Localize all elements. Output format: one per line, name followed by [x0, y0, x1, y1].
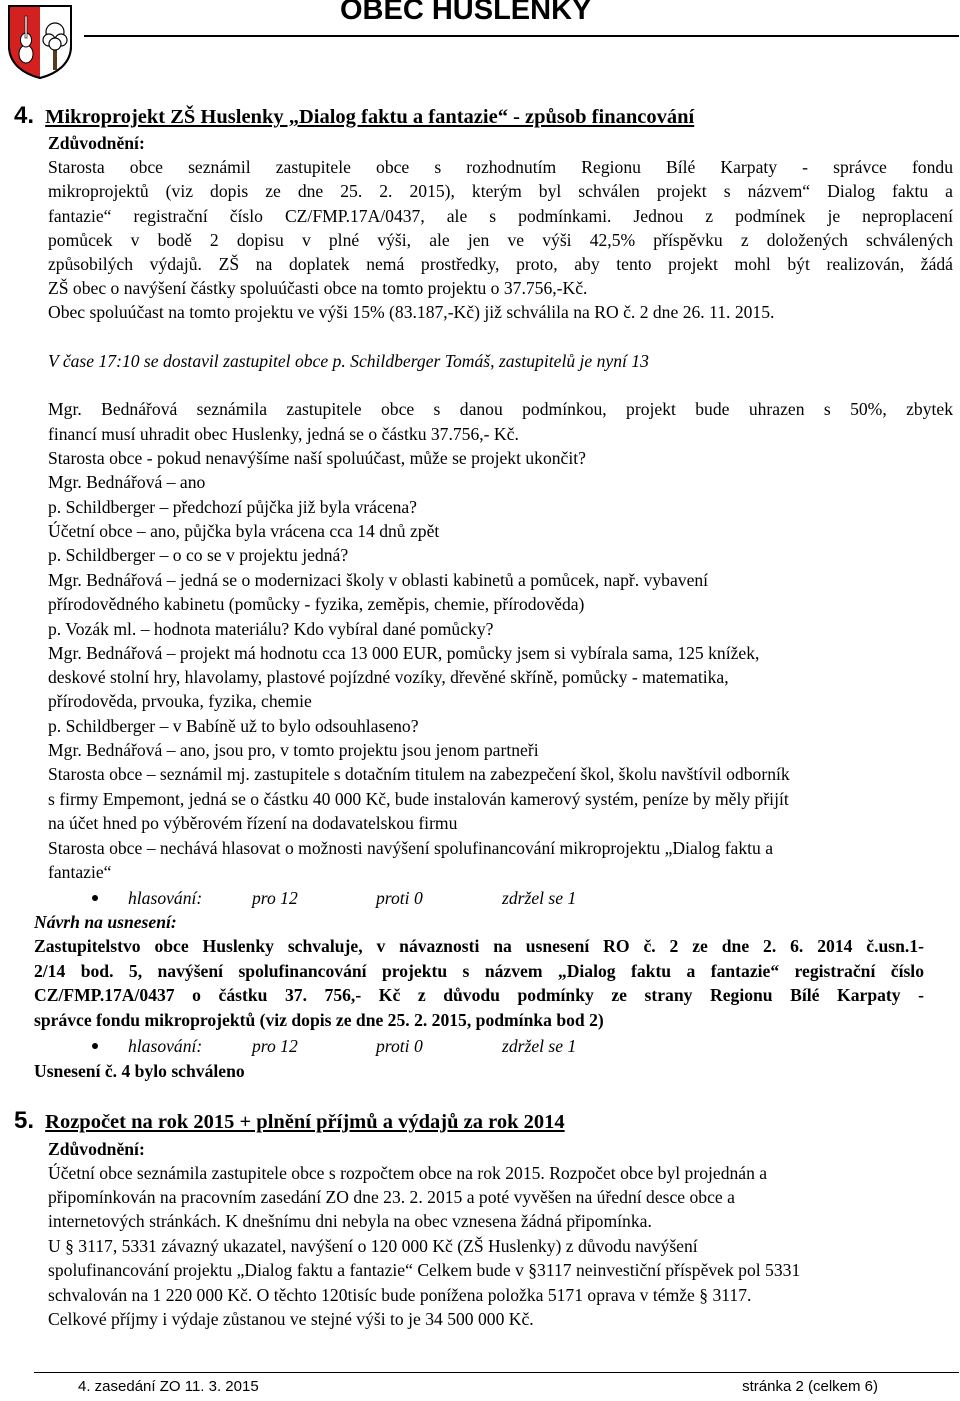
section-4-text-line: způsobilých výdajů. ZŠ na doplatek nemá prostředky, proto, aby tento projekt mohl být realizován, žádá	[48, 254, 953, 274]
attendance-note: V čase 17:10 se dostavil zastupitel obce p. Schildberger Tomáš, zastupitelů je nyní 13	[48, 351, 649, 371]
section-5-text-line: U § 3117, 5331 závazný ukazatel, navýšení o 120 000 Kč (ZŠ Huslenky) z důvodu navýšení	[48, 1236, 698, 1256]
approval-statement: Usnesení č. 4 bylo schváleno	[34, 1061, 245, 1081]
section-5-text-line: Celkové příjmy i výdaje zůstanou ve stejné výši to je 34 500 000 Kč.	[48, 1309, 534, 1329]
section-4-title: Mikroprojekt ZŠ Huslenky „Dialog faktu a fantazie“ - způsob financování	[45, 106, 695, 128]
section-4-text-line: Obec spoluúčast na tomto projektu ve výši 15% (83.187,-Kč) již schválila na RO č. 2 dne 26. 11. 2015.	[48, 302, 775, 322]
discussion-line: Starosta obce – seznámil mj. zastupitele s dotačním titulem na zabezpečení škol, školu navštívil odborník	[48, 764, 790, 784]
footer-divider	[34, 1372, 959, 1373]
discussion-line: s firmy Empemont, jedná se o částku 40 000 Kč, bude instalován kamerový systém, peníze by měly přijít	[48, 789, 789, 809]
section-4-number: 4.	[14, 102, 35, 129]
vote-abstain: zdržel se 1	[502, 1036, 577, 1056]
discussion-line: p. Vozák ml. – hodnota materiálu? Kdo vybíral dané pomůcky?	[48, 619, 494, 639]
vote-label: hlasování:	[128, 888, 203, 908]
page-title: OBEC HUSLENKY	[340, 0, 592, 26]
resolution-line: Zastupitelstvo obce Huslenky schvaluje, v návaznosti na usnesení RO č. 2 ze dne 2. 6. 2014 č.usn.1-	[34, 936, 924, 956]
vote-against: proti 0	[376, 1036, 423, 1056]
discussion-line: Mgr. Bednářová – ano, jsou pro, v tomto projektu jsou jenom partneři	[48, 740, 539, 760]
section-5-text-line: schvalován na 1 220 000 Kč. O těchto 120tisíc bude ponížena položka 5171 oprava v témže § 3117.	[48, 1285, 752, 1305]
section-5-title: Rozpočet na rok 2015 + plnění příjmů a výdajů za rok 2014	[45, 1111, 565, 1133]
discussion-line: Mgr. Bednářová – ano	[48, 472, 206, 492]
resolution-line: správce fondu mikroprojektů (viz dopis ze dne 25. 2. 2015, podmínka bod 2)	[34, 1010, 604, 1030]
discussion-line: přírodovědného kabinetu (pomůcky - fyzika, zeměpis, chemie, přírodověda)	[48, 594, 585, 614]
section-5-text-line: spolufinancování projektu „Dialog faktu a fantazie“ Celkem bude v §3117 neinvestiční příspěvek pol 5331	[48, 1260, 801, 1280]
discussion-line: Mgr. Bednářová – jedná se o modernizaci školy v oblasti kabinetů a pomůcek, např. vybavení	[48, 570, 709, 590]
discussion-line: financí musí uhradit obec Huslenky, jedná se o částku 37.756,- Kč.	[48, 424, 519, 444]
section-4-text-line: ZŠ obec o navýšení částky spoluúčasti obce na tomto projektu o 37.756,-Kč.	[48, 278, 588, 298]
discussion-line: Starosta obce – nechává hlasovat o možnosti navýšení spolufinancování mikroprojektu „Dialog faktu a	[48, 838, 774, 858]
section-5-text-line: připomínkován na pracovním zasedání ZO dne 23. 2. 2015 a poté vyvěšen na úřední desce obce a	[48, 1187, 735, 1207]
discussion-line: p. Schildberger – o co se v projektu jedná?	[48, 545, 349, 565]
footer-meeting-info: 4. zasedání ZO 11. 3. 2015	[78, 1378, 259, 1395]
vote-for: pro 12	[252, 1036, 298, 1056]
discussion-line: Starosta obce - pokud nenavýšíme naší spoluúčast, může se projekt ukončit?	[48, 448, 586, 468]
footer-page-number: stránka 2 (celkem 6)	[742, 1378, 878, 1395]
section-5-text-line: Účetní obce seznámila zastupitele obce s rozpočtem obce na rok 2015. Rozpočet obce byl projednán a	[48, 1163, 768, 1183]
section-5-heading	[14, 1108, 565, 1135]
resolution-line: 2/14 bod. 5, navýšení spolufinancování projektu s názvem „Dialog faktu a fantazie“ registrační číslo	[34, 961, 924, 981]
section-4-heading	[14, 103, 694, 130]
vote-against: proti 0	[376, 888, 423, 908]
discussion-line: p. Schildberger – předchozí půjčka již byla vrácena?	[48, 497, 417, 517]
section-4-text-line: mikroprojektů (viz dopis ze dne 25. 2. 2015), kterým byl schválen projekt s názvem“ Dialog faktu a	[48, 181, 953, 201]
section-4-text-line: fantazie“ registrační číslo CZ/FMP.17A/0437, ale s podmínkami. Jednou z podmínek je neproplacení	[48, 206, 953, 226]
section-5-number: 5.	[14, 1107, 35, 1134]
discussion-line: p. Schildberger – v Babíně už to bylo odsouhlaseno?	[48, 716, 419, 736]
vote-label: hlasování:	[128, 1036, 203, 1056]
discussion-line: přírodověda, prvouka, fyzika, chemie	[48, 691, 312, 711]
discussion-line: deskové stolní hry, hlavolamy, plastové pojízdné vozíky, dřevěné skříně, pomůcky - matematika,	[48, 667, 729, 687]
discussion-line: Mgr. Bednářová seznámila zastupitele obce s danou podmínkou, projekt bude uhrazen s 50%, zbytek	[48, 399, 953, 419]
discussion-line: na účet hned po výběrovém řízení na dodavatelskou firmu	[48, 813, 458, 833]
header-divider	[84, 35, 959, 37]
vote-for: pro 12	[252, 888, 298, 908]
resolution-line: CZ/FMP.17A/0437 o částku 37. 756,- Kč z důvodu podmínky ze strany Regionu Bílé Karpaty -	[34, 985, 924, 1005]
section-5-reason-label: Zdůvodnění:	[48, 1139, 145, 1159]
section-4-reason-label: Zdůvodnění:	[48, 133, 145, 153]
section-4-text-line: Starosta obce seznámil zastupitele obce s rozhodnutím Regionu Bílé Karpaty - správce fondu	[48, 157, 953, 177]
discussion-line: Mgr. Bednářová – projekt má hodnotu cca 13 000 EUR, pomůcky jsem si vybírala sama, 125 knížek,	[48, 643, 760, 663]
vote-abstain: zdržel se 1	[502, 888, 577, 908]
section-5-text-line: internetových stránkách. K dnešnímu dni nebyla na obec vznesena žádná připomínka.	[48, 1211, 652, 1231]
bullet-icon	[92, 1043, 98, 1049]
crest-icon	[6, 2, 74, 80]
bullet-icon	[92, 895, 98, 901]
proposal-label: Návrh na usnesení:	[34, 912, 177, 932]
discussion-line: fantazie“	[48, 862, 112, 882]
section-4-text-line: pomůcek v bodě 2 dopisu v plné výši, ale jen ve výši 42,5% příspěvku z doložených schválených	[48, 230, 953, 250]
discussion-line: Účetní obce – ano, půjčka byla vrácena cca 14 dnů zpět	[48, 521, 440, 541]
